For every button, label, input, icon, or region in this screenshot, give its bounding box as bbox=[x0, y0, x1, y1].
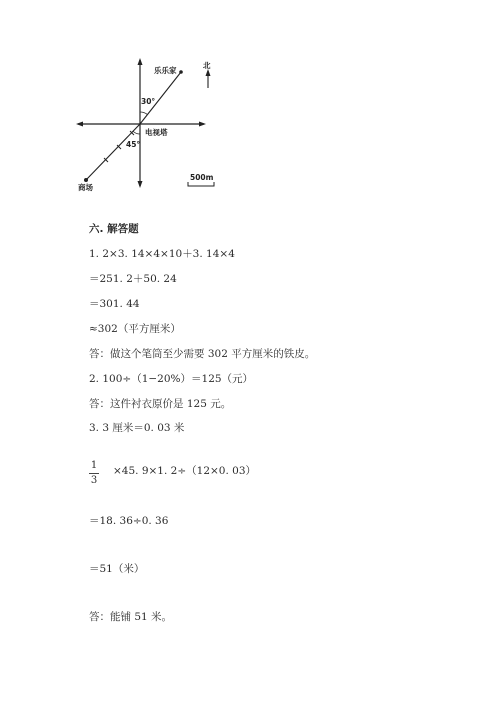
label-angle-top: 30° bbox=[141, 97, 156, 106]
q1-line-3: ＝301. 44 bbox=[89, 298, 140, 310]
q2-line-1: 2. 100÷（1−20%）＝125（元） bbox=[89, 373, 254, 385]
section-title: 六. 解答题 bbox=[89, 223, 139, 235]
q3-expression: ×45. 9×1. 2÷（12×0. 03） bbox=[113, 465, 257, 477]
q1-line-1: 1. 2×3. 14×4×10＋3. 14×4 bbox=[89, 248, 235, 260]
angle-arc-top bbox=[140, 112, 148, 115]
horizontal-axis-arrow-right bbox=[199, 122, 206, 127]
horizontal-axis-arrow-left bbox=[76, 122, 83, 127]
vertical-axis-arrow-bottom bbox=[138, 181, 143, 188]
scale-bar bbox=[188, 182, 214, 186]
label-angle-bottom: 45° bbox=[126, 140, 141, 149]
vertical-axis-arrow-top bbox=[138, 58, 143, 65]
label-scale: 500m bbox=[190, 173, 214, 182]
q1-line-4: ≈302（平方厘米） bbox=[89, 323, 181, 335]
fraction-one-third bbox=[89, 460, 99, 487]
q1-line-2: ＝251. 2＋50. 24 bbox=[89, 273, 177, 285]
north-arrow-head bbox=[206, 69, 211, 76]
q3-line-4: ＝51（米） bbox=[89, 563, 145, 575]
q1-answer: 答：做这个笔筒至少需要 302 平方厘米的铁皮。 bbox=[89, 348, 316, 360]
mall-point bbox=[84, 178, 88, 182]
fraction-bar bbox=[89, 473, 99, 474]
fraction-numerator: 1 bbox=[90, 460, 98, 471]
q2-answer: 答：这件衬衣原价是 125 元。 bbox=[89, 398, 232, 410]
fraction-denominator: 3 bbox=[90, 475, 98, 486]
angle-arc-bottom bbox=[133, 131, 140, 134]
q3-answer: 答：能铺 51 米。 bbox=[89, 611, 173, 623]
home-point bbox=[179, 70, 183, 74]
label-mall: 商场 bbox=[78, 183, 93, 192]
label-north: 北 bbox=[203, 61, 211, 70]
direction-diagram bbox=[70, 50, 230, 200]
label-lelejia: 乐乐家 bbox=[154, 66, 177, 75]
q3-line-1: 3. 3 厘米＝0. 03 米 bbox=[89, 422, 185, 434]
q3-line-3: ＝18. 36÷0. 36 bbox=[89, 515, 169, 527]
label-tv-tower: 电视塔 bbox=[145, 128, 168, 137]
